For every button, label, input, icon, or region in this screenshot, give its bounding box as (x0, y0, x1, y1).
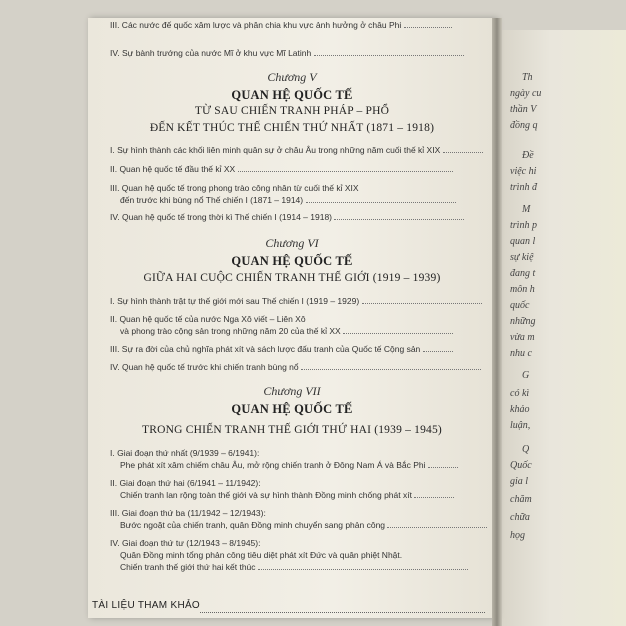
right-fragment: quan l (510, 236, 536, 247)
right-fragment: Q (522, 444, 530, 455)
right-fragment: họg (510, 530, 525, 541)
toc-item: III. Giai đoạn thứ ba (11/1942 – 12/1943): (110, 508, 266, 518)
chapter-title: QUAN HỆ QUỐC TẾ (231, 254, 353, 268)
chapter-title: QUAN HỆ QUỐC TẾ (231, 402, 353, 416)
toc-item: III. Quan hệ quốc tế trong phong trào công nhân từ cuối thế kỉ XIX (110, 183, 359, 193)
right-fragment: việc hi (510, 166, 537, 177)
right-fragment: có kì (510, 388, 530, 399)
right-fragment: Th (522, 72, 533, 83)
toc-item: I. Giai đoạn thứ nhất (9/1939 – 6/1941): (110, 448, 260, 458)
chapter-label: Chương VII (263, 384, 321, 398)
toc-item: IV. Quan hệ quốc tế trong thời kì Thế chiến I (1914 – 1918) (110, 212, 464, 222)
right-fragment: khảo (510, 404, 530, 415)
toc-item: II. Quan hệ quốc tế của nước Nga Xô viết – Liên Xô (110, 314, 306, 324)
toc-item: I. Sự hình thành trật tự thế giới mới sau Thế chiến I (1919 – 1929) (110, 296, 482, 306)
toc-item: Chiến tranh thế giới thứ hai kết thúc (120, 562, 468, 572)
chapter-label: Chương VI (265, 236, 319, 250)
references-heading: TÀI LIỆU THAM KHẢO (92, 600, 201, 611)
toc-item: Phe phát xít xâm chiếm châu Âu, mở rộng chiến tranh ở Đông Nam Á và Bắc Phi (120, 460, 458, 470)
toc-item: II. Quan hệ quốc tế đầu thế kỉ XX (110, 164, 453, 174)
toc-item: Quân Đồng minh tổng phản công tiêu diệt phát xít Đức và quân phiệt Nhật. (120, 550, 403, 560)
toc-item: đến trước khi bùng nổ Thế chiến I (1871 – 1914) (120, 195, 456, 205)
right-fragment: trình đ (510, 182, 537, 193)
right-fragment: Quốc (510, 460, 532, 471)
chapter-title: TRONG CHIẾN TRANH THẾ GIỚI THỨ HAI (1939 – 1945) (142, 424, 442, 436)
right-fragment: môn h (510, 284, 535, 295)
toc-item: III. Sự ra đời của chủ nghĩa phát xít và sách lược đấu tranh của Quốc tế Cộng sản (110, 344, 453, 354)
right-fragment: nhu c (510, 348, 532, 359)
right-fragment: chăm (510, 494, 532, 505)
right-fragment: những (510, 316, 536, 327)
chapter-title: GIỮA HAI CUỘC CHIẾN TRANH THẾ GIỚI (1919 – 1939) (143, 272, 441, 284)
right-fragment: đồng q (510, 120, 538, 131)
right-fragment: Đề (522, 150, 534, 161)
right-fragment: trình p (510, 220, 537, 231)
right-fragment: M (522, 204, 531, 215)
toc-item: IV. Quan hệ quốc tế trước khi chiến tranh bùng nổ (110, 362, 481, 372)
right-fragment: vừa m (510, 332, 535, 343)
right-fragment: đang t (510, 268, 536, 279)
dotted-leader (200, 612, 485, 613)
chapter-title: ĐẾN KẾT THÚC THẾ CHIẾN THỨ NHẤT (1871 – 1918) (149, 122, 435, 134)
right-fragment: quốc (510, 300, 530, 311)
right-fragment: gia l (510, 476, 529, 487)
right-fragment: luận, (510, 420, 531, 431)
toc-item: II. Giai đoạn thứ hai (6/1941 – 11/1942): (110, 478, 261, 488)
right-fragment: G (522, 370, 530, 381)
right-fragment: sự kiệ (510, 252, 534, 263)
chapter-title: TỪ SAU CHIẾN TRANH PHÁP – PHỔ (194, 105, 390, 117)
toc-item: Bước ngoặt của chiến tranh, quân Đồng minh chuyển sang phản công (120, 520, 487, 530)
right-fragment: ngày cu (510, 88, 542, 99)
chapter-label: Chương V (267, 70, 317, 84)
right-fragment: chữa (510, 512, 530, 523)
toc-item: Chiến tranh lan rộng toàn thế giới và sự hình thành Đồng minh chống phát xít (120, 490, 454, 500)
toc-item: III. Các nước đế quốc xâm lược và phân chia khu vực ảnh hưởng ở châu Phi (110, 20, 452, 30)
right-fragment: thần V (510, 104, 537, 115)
toc-item: IV. Giai đoạn thứ tư (12/1943 – 8/1945): (110, 538, 261, 548)
toc-item: I. Sự hình thành các khối liên minh quân sự ở châu Âu trong những năm cuối thế kỉ XIX (110, 145, 483, 155)
toc-item: IV. Sự bành trướng của nước Mĩ ở khu vực Mĩ Latinh (110, 48, 464, 58)
chapter-title: QUAN HỆ QUỐC TẾ (231, 88, 353, 102)
toc-item: và phong trào cộng sản trong những năm 20 của thế kỉ XX (120, 326, 453, 336)
